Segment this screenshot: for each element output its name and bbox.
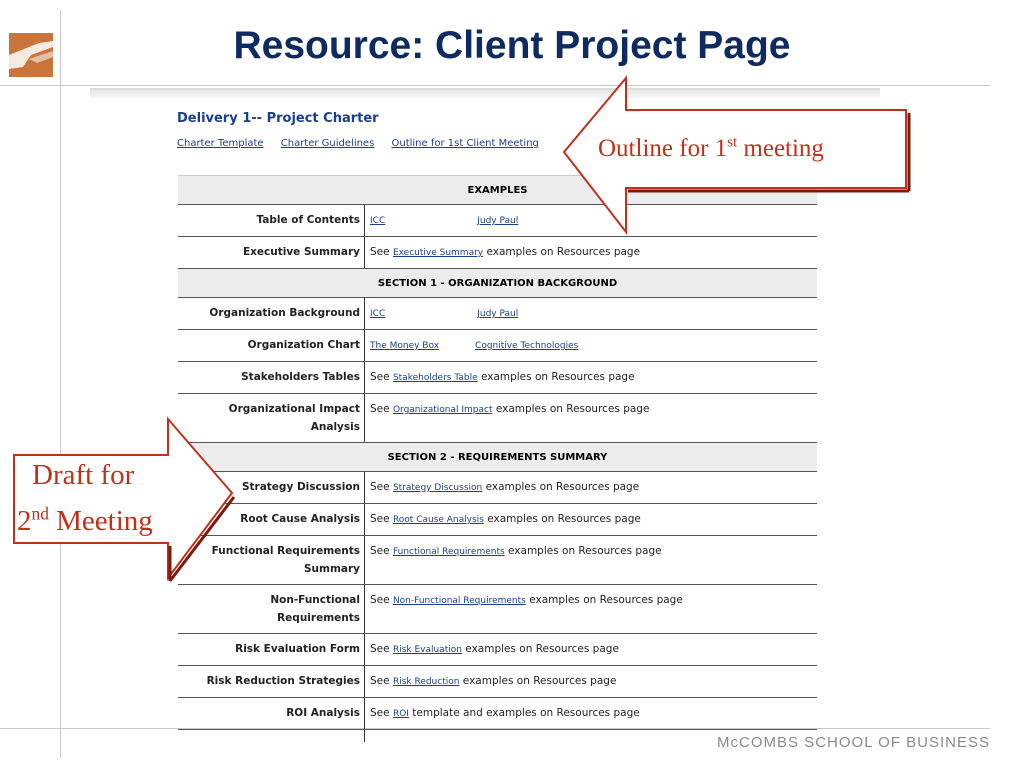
- row-label: Organization Background: [178, 298, 365, 330]
- row-label: Risk Evaluation Form: [178, 634, 365, 666]
- row-link[interactable]: Organizational Impact: [392, 405, 493, 415]
- row-label: Executive Summary: [178, 237, 365, 269]
- row-link[interactable]: ROI: [392, 709, 409, 719]
- row-label: Organization Chart: [178, 330, 365, 362]
- page-heading: Delivery 1-- Project Charter: [177, 111, 379, 126]
- table-row: Functional Requirements Summary See Functional Requirements examples on Resources page: [178, 536, 817, 585]
- table-row: [178, 298, 817, 330]
- row-label: Non-Functional Requirements: [178, 585, 365, 634]
- left-divider: [60, 10, 61, 758]
- charter-template-link[interactable]: Charter Template: [177, 138, 264, 149]
- table-row: Executive Summary See Executive Summary examples on Resources page: [178, 237, 817, 269]
- table-row: Root Cause Analysis See Root Cause Analysis examples on Resources page: [178, 504, 817, 536]
- footer-brand: McCOMBS SCHOOL OF BUSINESS: [717, 734, 990, 751]
- row-link[interactable]: ICC: [370, 216, 386, 226]
- table-row: ROI Analysis See ROI template and examples on Resources page: [178, 698, 817, 730]
- charter-guidelines-link[interactable]: Charter Guidelines: [280, 138, 375, 149]
- row-label: Strategy Discussion: [178, 472, 365, 504]
- table-row: Risk Evaluation Form See Risk Evaluation examples on Resources page: [178, 634, 817, 666]
- table-row: Strategy Discussion See Strategy Discussion examples on Resources page: [178, 472, 817, 504]
- section-header: [178, 269, 817, 298]
- table-row: Non-Functional Requirements See Non-Functional Requirements examples on Resources page: [178, 585, 817, 634]
- row-label: ROI Analysis: [178, 698, 365, 730]
- slide-title: Resource: Client Project Page: [233, 24, 791, 67]
- table-row: Stakeholders Tables See Stakeholders Table examples on Resources page: [178, 362, 817, 394]
- row-label: Root Cause Analysis: [178, 504, 365, 536]
- table-row: [178, 330, 817, 362]
- row-label: Organizational Impact Analysis: [178, 394, 365, 443]
- row-link[interactable]: Risk Reduction: [392, 677, 460, 687]
- outline-first-meeting-link[interactable]: Outline for 1st Client Meeting: [391, 138, 539, 149]
- row-link[interactable]: Cognitive Technologies: [475, 341, 579, 351]
- callout-first-meeting: [560, 80, 910, 240]
- examples-header: EXAMPLES: [178, 176, 817, 205]
- row-link[interactable]: Judy Paul: [477, 216, 519, 226]
- callout-first-text: Outline for 1st meeting: [598, 134, 824, 162]
- section2-header: SECTION 2 - REQUIREMENTS SUMMARY: [178, 443, 817, 472]
- table-row: Organizational Impact Analysis See Organizational Impact examples on Resources page: [178, 394, 817, 443]
- callout-second-line1: Draft for: [32, 459, 135, 491]
- row-link[interactable]: Executive Summary: [392, 248, 484, 258]
- row-label: Functional Requirements Summary: [178, 536, 365, 585]
- row-link[interactable]: Strategy Discussion: [392, 483, 483, 493]
- right-arrow-icon: [10, 415, 235, 585]
- callout-second-line2: 2nd Meeting: [17, 503, 153, 537]
- row-link[interactable]: Functional Requirements: [392, 547, 505, 557]
- table-row: Risk Reduction Strategies See Risk Reduction examples on Resources page: [178, 666, 817, 698]
- examples-table: [178, 175, 817, 742]
- row-link[interactable]: Judy Paul: [477, 309, 519, 319]
- row-link[interactable]: Root Cause Analysis: [392, 515, 484, 525]
- row-link[interactable]: Stakeholders Table: [392, 373, 478, 383]
- row-link[interactable]: Non-Functional Requirements: [392, 596, 526, 606]
- page-links: [177, 138, 553, 149]
- row-label: Stakeholders Tables: [178, 362, 365, 394]
- row-label: Risk Reduction Strategies: [178, 666, 365, 698]
- row-link[interactable]: The Money Box: [370, 341, 440, 351]
- callout-second-meeting: [10, 415, 235, 585]
- row-link[interactable]: ICC: [370, 309, 386, 319]
- section1-header: SECTION 1 - ORGANIZATION BACKGROUND: [178, 269, 817, 298]
- section-header: [178, 443, 817, 472]
- row-link[interactable]: Risk Evaluation: [392, 645, 462, 655]
- row-label: Table of Contents: [178, 205, 365, 237]
